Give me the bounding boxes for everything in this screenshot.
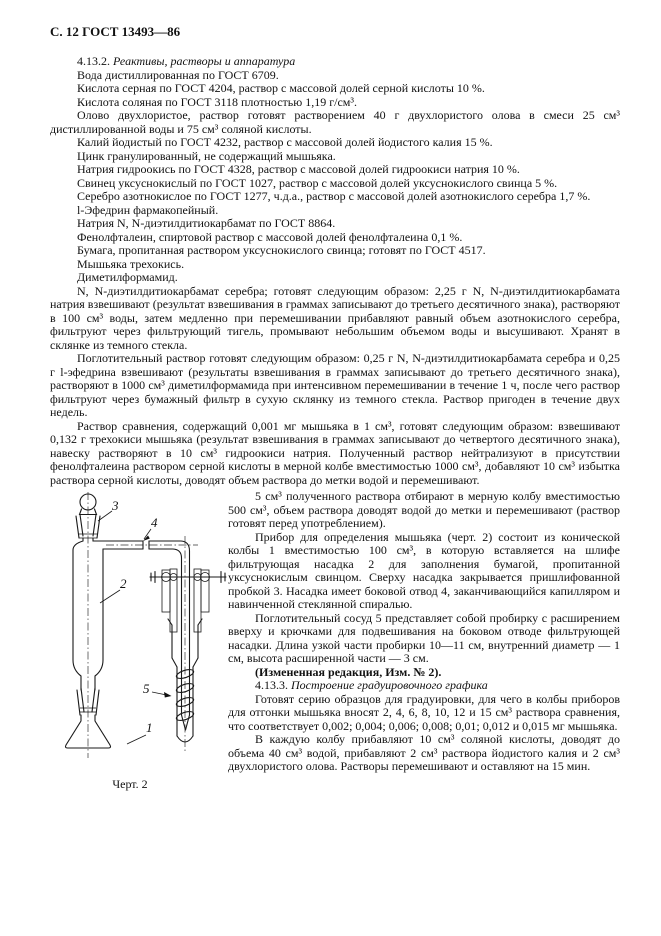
paragraph-absorber: Поглотительный сосуд 5 представляет собой пробирку с расширением вверху и крючками для подвешивания на боковом отводе фильтрующей насадки. Длина узкой части пробирки 10—11 см, внутренний диаметр — 1 см, высота расширенной части — 3 см.: [228, 610, 620, 665]
figure-label-outlet: 4: [151, 515, 158, 530]
reagent-paragraph: Калий йодистый по ГОСТ 4232, раствор с массовой долей йодистого калия 15 %.: [77, 135, 493, 149]
paragraph-each-flask: В каждую колбу прибавляют 10 см³ соляной кислоты, доводят до объема 40 см³ водой, прибавляют 2 см³ раствора йодистого калия и 2 см³ двухлористого олова. Растворы перемешивают и оставляют на 15 мин.: [228, 732, 620, 773]
section-title: Построение градуировочного графика: [291, 678, 488, 692]
figure-label-tube: 2: [120, 576, 127, 591]
reagent-paragraph: Вода дистиллированная по ГОСТ 6709.: [77, 67, 279, 82]
clamp-shape: [150, 569, 226, 632]
paragraph-device: Прибор для определения мышьяка (черт. 2) состоит из конической колбы 1 вместимостью 100 см³, в которую вставляется на шлифе фильтрующая насадка 2 для заполнения бумагой, пропитанной уксуснокислым свинцом. Сверху насадка закрывается пришлифованной пробкой 3. Насадка имеет боковой отвод 4, заканчивающийся капилляром и навинченной стеклянной спиралью.: [228, 529, 620, 611]
amendment-note: (Измененная редакция, Изм. № 2).: [255, 664, 442, 679]
reagent-paragraph: Диметилформамид.: [77, 270, 178, 284]
figure-caption: Черт. 2: [112, 776, 148, 791]
reagent-paragraph: Кислота серная по ГОСТ 4204, раствор с массовой долей серной кислоты 10 %.: [77, 81, 485, 95]
apparatus-figure: [50, 490, 228, 766]
reagent-paragraph: Серебро азотнокислое по ГОСТ 1277, ч.д.а., раствор с массовой долей азотнокислого серебра 1,7 %.: [77, 189, 591, 203]
figure-label-flask: 1: [146, 720, 153, 735]
reagent-paragraph: Натрия N, N-диэтилдитиокарбамат по ГОСТ 8864.: [77, 216, 336, 230]
right-text-column: [228, 490, 620, 791]
section-heading-4133: [228, 679, 620, 693]
section-number: 4.13.3.: [255, 678, 288, 692]
figure-column: [50, 490, 228, 791]
page-header: С. 12 ГОСТ 13493—86: [50, 24, 181, 39]
reagent-paragraph: Фенолфталеин, спиртовой раствор с массовой долей фенолфталеина 0,1 %.: [77, 229, 463, 244]
preparation-paragraph: Поглотительный раствор готовят следующим образом: 0,25 г N, N-диэтилдитиокарбамата серебра и 0,25 г l-эфедрина взвешивают (результаты взвешивания в граммах записывают до третьего десятичного знака), растворяют в 1000 см³ диметилформамида при интенсивном перемешивании в течение 1 ч, после чего раствор фильтруют через бумажный фильтр в сухую склянку из темного стекла. Раствор пригоден в течение двух недель.: [50, 351, 620, 419]
stopper-shape: [76, 494, 100, 538]
figure-label-absorber: 5: [143, 681, 150, 696]
section-heading-4132: [50, 55, 620, 69]
paragraph-solution: 5 см³ полученного раствора отбирают в мерную колбу вместимостью 500 см³, объем раствора доводят водой до метки и перемешивают (раствор готовят перед употреблением).: [228, 489, 620, 530]
leader-lines: [98, 511, 172, 744]
tube-shape: [73, 538, 143, 690]
preparation-paragraph: Раствор сравнения, содержащий 0,001 мг мышьяка в 1 см³, готовят следующим образом: взвешивают 0,132 г трехокиси мышьяка (результат взвешивания в граммах записывают до четвертого десятичного знака), навеску растворяют в 10 см³ гидроокиси натрия. Полученный раствор нейтрализуют в присутствии фенолфталеина раствором серной кислоты в мерной колбе вместимостью 1000 см³, добавляют 10 см³ избытка раствора серной кислоты, доводят объем раствора до метки водой и перемешивают.: [50, 418, 620, 487]
section-number: 4.13.2.: [77, 54, 110, 68]
preparation-paragraph: N, N-диэтилдитиокарбамат серебра; готовят следующим образом: 2,25 г N, N-диэтилдитиокарбамата натрия взвешивают (результат взвешивания в граммах записывают до третьего десятичного знака), растворяют в 100 см³ воды, затем медленно при перемешивании прибавляют равный объем азотнокислого серебра, фильтруют через фильтрующий тигель, промывают небольшим объемом воды и высушивают. Хранят в склянке из темного стекла.: [50, 283, 620, 352]
reagent-paragraph: Кислота соляная по ГОСТ 3118 плотностью 1,19 г/см³.: [77, 94, 358, 109]
reagent-paragraph: Натрия гидроокись по ГОСТ 4328, раствор с массовой долей гидроокиси натрия 10 %.: [77, 162, 520, 176]
absorber-shape: [168, 619, 202, 742]
reagent-paragraph: Бумага, пропитанная раствором уксуснокислого свинца; готовят по ГОСТ 4517.: [77, 243, 486, 257]
figure-label-stopper: 3: [112, 498, 119, 513]
reagent-paragraph: Цинк гранулированный, не содержащий мышьяка.: [77, 148, 336, 163]
section-title: Реактивы, растворы и аппаратура: [113, 54, 296, 68]
reagent-paragraph: Свинец уксуснокислый по ГОСТ 1027, раствор с массовой долей уксуснокислого свинца 5 %.: [77, 175, 558, 190]
reagent-paragraph: l-Эфедрин фармакопейный.: [77, 202, 219, 217]
reagent-paragraph: Мышьяка трехокись.: [77, 256, 185, 271]
side-outlet-shape: [143, 541, 190, 730]
paragraph-series: Готовят серию образцов для градуировки, для чего в колбы приборов для отгонки мышьяка вносят 2, 4, 6, 8, 10, 12 и 15 см³ раствора сравнения, что соответствует 0,002; 0,004; 0,006; 0,008; 0,01; 0,012 и 0,015 мг мышьяка.: [228, 691, 620, 733]
reagent-paragraph: Олово двухлористое, раствор готовят растворением 40 г двухлористого олова в смеси 25 см³ дистиллированной воды и 75 см³ соляной кислоты.: [50, 108, 620, 136]
figure-and-text-section: [50, 490, 620, 791]
